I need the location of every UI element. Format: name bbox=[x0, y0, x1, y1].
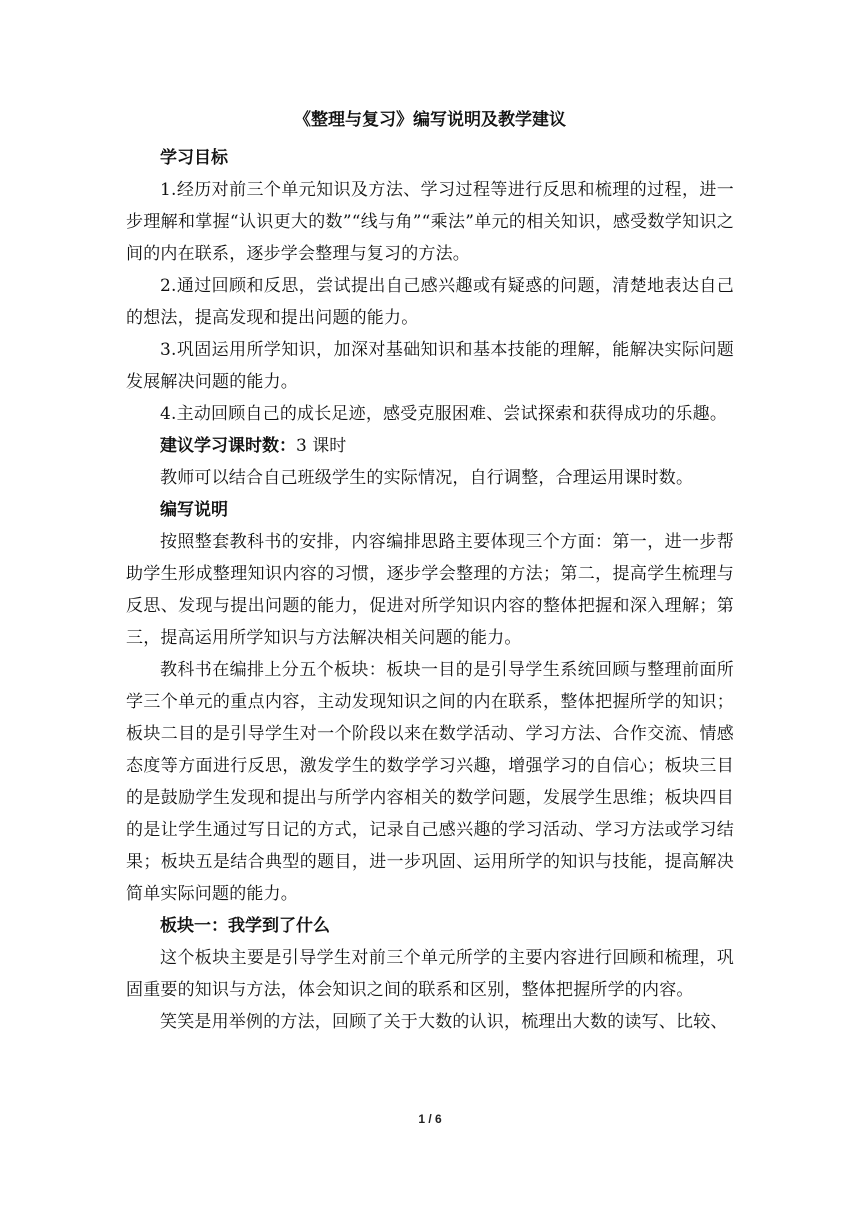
goal-paragraph-1: 1.经历对前三个单元知识及方法、学习过程等进行反思和梳理的过程，进一步理解和掌握“认识更大的数”“线与角”“乘法”单元的相关知识，感受数学知识之间的内在联系，逐步学会整理与复习的方法。 bbox=[126, 180, 734, 264]
section-heading-learning-goals: 学习目标 bbox=[160, 148, 228, 168]
document-body bbox=[126, 104, 734, 1038]
block-one-paragraph-2: 笑笑是用举例的方法，回顾了关于大数的认识，梳理出大数的读写、比较、 bbox=[160, 1012, 728, 1032]
suggested-hours-value: 3 课时 bbox=[296, 436, 347, 456]
suggested-hours-line bbox=[126, 430, 734, 462]
document-title: 《整理与复习》编写说明及教学建议 bbox=[294, 110, 566, 130]
page-number: 1 / 6 bbox=[418, 1112, 442, 1126]
writing-paragraph-1: 按照整套教科书的安排，内容编排思路主要体现三个方面：第一，进一步帮助学生形成整理知识内容的习惯，逐步学会整理的方法；第二，提高学生梳理与反思、发现与提出问题的能力，促进对所学知识内容的整体把握和深入理解；第三，提高运用所学知识与方法解决相关问题的能力。 bbox=[126, 532, 734, 648]
block-one-paragraph-1: 这个板块主要是引导学生对前三个单元所学的主要内容进行回顾和梳理，巩固重要的知识与方法，体会知识之间的联系和区别，整体把握所学的内容。 bbox=[126, 948, 734, 1000]
suggested-hours-label: 建议学习课时数： bbox=[160, 436, 296, 456]
goal-paragraph-2: 2.通过回顾和反思，尝试提出自己感兴趣或有疑惑的问题，清楚地表达自己的想法，提高发现和提出问题的能力。 bbox=[126, 276, 734, 328]
section-heading-block-one: 板块一：我学到了什么 bbox=[160, 916, 330, 936]
hours-note-paragraph: 教师可以结合自己班级学生的实际情况，自行调整，合理运用课时数。 bbox=[160, 468, 694, 488]
goal-paragraph-3: 3.巩固运用所学知识，加深对基础知识和基本技能的理解，能解决实际问题发展解决问题的能力。 bbox=[126, 340, 734, 392]
section-heading-writing-notes: 编写说明 bbox=[160, 500, 228, 520]
goal-paragraph-4: 4.主动回顾自己的成长足迹，感受克服困难、尝试探索和获得成功的乐趣。 bbox=[160, 404, 728, 424]
writing-paragraph-2: 教科书在编排上分五个板块：板块一目的是引导学生系统回顾与整理前面所学三个单元的重点内容，主动发现知识之间的内在联系，整体把握所学的知识；板块二目的是引导学生对一个阶段以来在数学活动、学习方法、合作交流、情感态度等方面进行反思，激发学生的数学学习兴趣，增强学习的自信心；板块三目的是鼓励学生发现和提出与所学内容相关的数学问题，发展学生思维；板块四目的是让学生通过写日记的方式，记录自己感兴趣的学习活动、学习方法或学习结果；板块五是结合典型的题目，进一步巩固、运用所学的知识与技能，提高解决简单实际问题的能力。 bbox=[126, 660, 734, 904]
